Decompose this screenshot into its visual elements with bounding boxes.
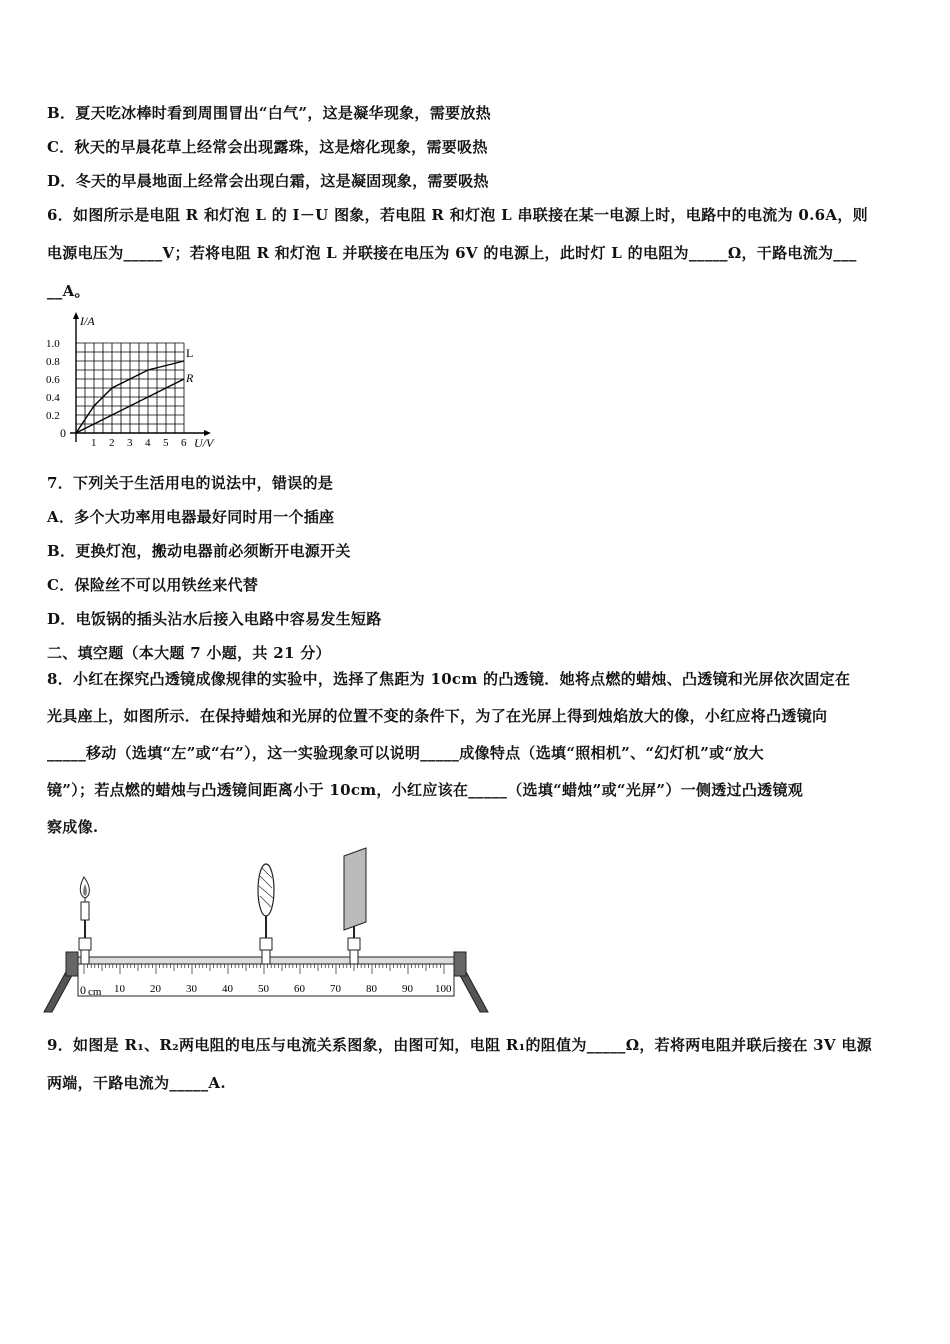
scale-label: 80 — [366, 983, 377, 995]
q9-stem-line1: 9．如图是 R₁、R₂两电阻的电压与电流关系图象，由图可知，电阻 R₁的阻值为_____Ω，若将两电阻并联后接在 3V 电源 — [47, 1036, 872, 1054]
y-tick-label: 0.6 — [46, 374, 60, 386]
left-end-block — [66, 952, 78, 976]
scale-label: 20 — [150, 983, 161, 995]
iu-grid — [76, 343, 184, 433]
q6-stem-line3: __A。 — [47, 282, 90, 300]
q7-option-a: A．多个大功率用电器最好同时用一个插座 — [47, 508, 335, 526]
q6-stem-line1: 6．如图所示是电阻 R 和灯泡 L 的 I－U 图象，若电阻 R 和灯泡 L 串联接在某一电源上时，电路中的电流为 0.6A，则 — [47, 206, 868, 224]
candle — [79, 877, 91, 964]
y-axis-arrow — [73, 312, 79, 319]
q7-stem: 7．下列关于生活用电的说法中，错误的是 — [47, 474, 334, 492]
scale-label: 70 — [330, 983, 341, 995]
x-tick-label: 5 — [163, 437, 169, 449]
y-tick-label: 0.8 — [46, 356, 60, 368]
iu-graph — [40, 308, 230, 450]
q5-option-d: D．冬天的早晨地面上经常会出现白霜，这是凝固现象，需要吸热 — [47, 172, 489, 190]
q6-stem-line2: 电源电压为_____V；若将电阻 R 和灯泡 L 并联接在电压为 6V 的电源上，此时灯 L 的电阻为_____Ω，干路电流为___ — [47, 244, 857, 262]
y-tick-label: 0.4 — [46, 392, 60, 404]
q5-option-c: C．秋天的早晨花草上经常会出现露珠，这是熔化现象，需要吸热 — [47, 138, 488, 156]
y-axis-label: I/A — [80, 314, 95, 328]
y-tick-label: 0.2 — [46, 410, 60, 422]
q8-stem-line2: 光具座上，如图所示．在保持蜡烛和光屏的位置不变的条件下，为了在光屏上得到烛焰放大的像，小红应将凸透镜向 — [47, 707, 828, 725]
scale-label: 40 — [222, 983, 233, 995]
bench-zero-label: 0 — [80, 983, 86, 997]
q9-stem-line2: 两端，干路电流为_____A. — [47, 1074, 226, 1092]
q7-option-b: B．更换灯泡，搬动电器前必须断开电源开关 — [47, 542, 351, 560]
scale-label: 60 — [294, 983, 305, 995]
curve-r-label: R — [186, 371, 194, 385]
scale-label: 10 — [114, 983, 125, 995]
optical-bench-figure — [40, 846, 500, 1016]
scale-label: 50 — [258, 983, 269, 995]
q5-option-b: B．夏天吃冰棒时看到周围冒出“白气”，这是凝华现象，需要放热 — [47, 104, 491, 122]
q7-option-c: C．保险丝不可以用铁丝来代替 — [47, 576, 259, 594]
scale-label: 100 — [435, 983, 452, 995]
light-screen — [344, 848, 366, 964]
convex-lens — [258, 864, 274, 964]
q8-stem-line3: _____移动（选填“左”或“右”），这一实验现象可以说明_____成像特点（选填“照相机”、“幻灯机”或“放大 — [47, 744, 764, 762]
screen-panel — [344, 848, 366, 930]
q8-stem-line4: 镜”）；若点燃的蜡烛与凸透镜间距离小于 10cm，小红应该在_____（选填“蜡烛”或“光屏”）一侧透过凸透镜观 — [47, 781, 804, 799]
x-tick-label: 3 — [127, 437, 133, 449]
y-tick-label: 1.0 — [46, 338, 60, 350]
origin-label: 0 — [60, 426, 66, 440]
x-tick-label: 1 — [91, 437, 97, 449]
x-tick-label: 4 — [145, 437, 151, 449]
bench-unit-label: cm — [88, 986, 102, 998]
q8-stem-line1: 8．小红在探究凸透镜成像规律的实验中，选择了焦距为 10cm 的凸透镜．她将点燃的蜡烛、凸透镜和光屏依次固定在 — [47, 670, 851, 688]
x-tick-label: 2 — [109, 437, 115, 449]
x-axis-label: U/V — [194, 436, 214, 450]
q7-option-d: D．电饭锅的插头沾水后接入电路中容易发生短路 — [47, 610, 382, 628]
scale-label: 30 — [186, 983, 197, 995]
curve-l-label: L — [186, 346, 194, 360]
scale-label: 90 — [402, 983, 413, 995]
q8-stem-line5: 察成像. — [47, 818, 99, 836]
right-end-block — [454, 952, 466, 976]
candle-body — [81, 902, 89, 920]
x-tick-label: 6 — [181, 437, 187, 449]
section-heading: 二、填空题（本大题 7 小题，共 21 分） — [47, 644, 331, 662]
